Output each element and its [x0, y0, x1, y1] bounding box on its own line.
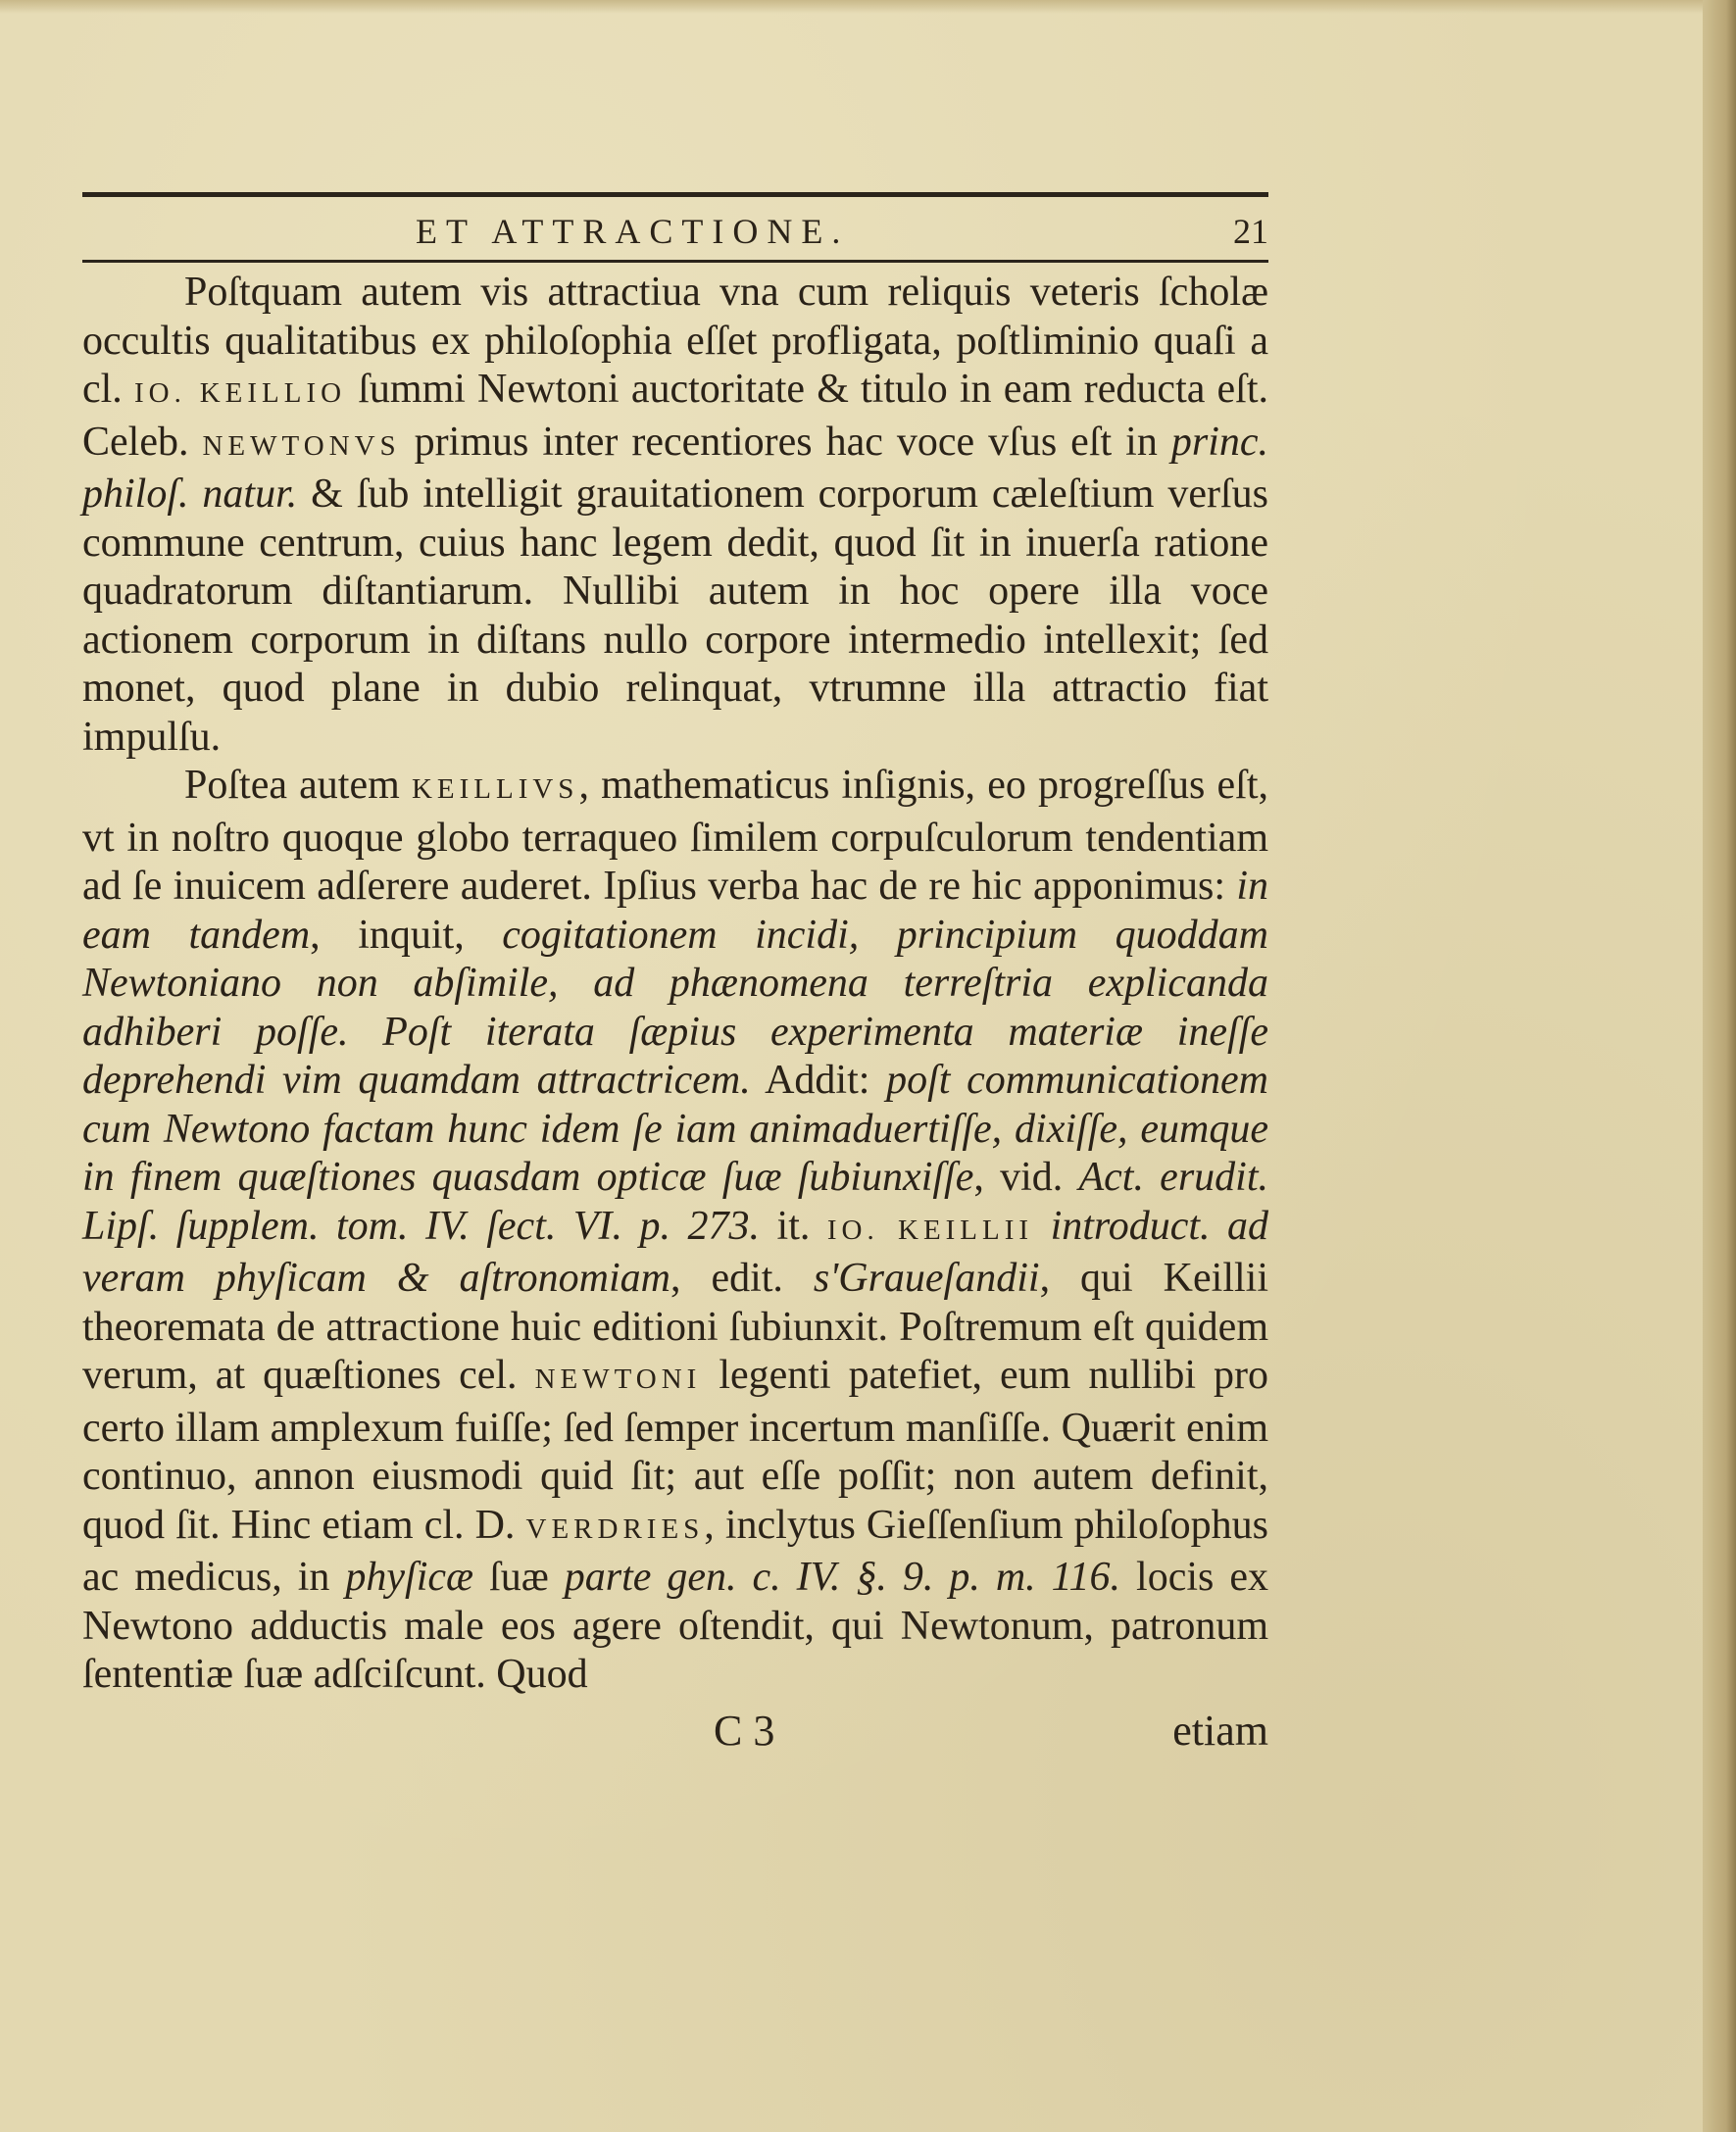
- header-rule-top: [82, 192, 1268, 197]
- text-run: Poſtea autem: [184, 763, 412, 808]
- text-run: Poſtquam autem vis attractiua vna cum reliquis veteris ſcholæ occultis qualitatibus ex philoſophia eſſet profligata, poſtliminio quaſi a cl.: [82, 270, 1268, 412]
- paragraph: [82, 269, 1268, 762]
- small-caps-name: IO. KEILLIO: [133, 377, 347, 409]
- page-top-shadow: [0, 0, 1736, 14]
- italic-run: princ. philoſ. natur.: [82, 419, 1268, 517]
- signature-mark: C 3: [714, 1706, 775, 1755]
- text-run: , vid.: [973, 1155, 1079, 1200]
- running-head-title: ET ATTRACTIONE.: [416, 212, 850, 251]
- italic-run: cogitationem incidi, principium quoddam Newtoniano non abſimile, ad phænomena terreſtria explicanda adhiberi poſſe. Poſt iterata ſæpius experimenta materiæ ineſſe deprehendi vim quamdam attractricem.: [82, 912, 1269, 1103]
- book-page: [82, 192, 1268, 1764]
- text-run: , mathematicus inſignis, eo progreſſus eſt, vt in noſtro quoque globo terraqueo ſimilem corpuſculorum tendentiam ad ſe inuicem adſerere auderet. Ipſius verba hac de re hic apponimus:: [82, 763, 1268, 909]
- text-run: [1033, 1204, 1051, 1249]
- running-head: [82, 211, 1268, 256]
- text-run: ſummi Newtoni auctoritate & titulo in eam reducta eſt. Celeb.: [82, 367, 1269, 465]
- text-run: locis ex Newtono adductis male eos agere oſtendit, qui Newtonum, patronum ſententiæ ſuæ adſciſcunt. Quod: [82, 1555, 1268, 1697]
- italic-run: phyſicæ: [345, 1555, 474, 1600]
- text-run: legenti patefiet, eum nullibi pro certo illam amplexum fuiſſe; ſed ſemper incertum manſiſſe. Quærit enim continuo, annon eiusmodi quid ſit; aut eſſe poſſit; non autem definit, quod ſit. Hinc etiam cl. D.: [82, 1353, 1268, 1548]
- text-run: Addit:: [750, 1058, 887, 1103]
- paragraph: [82, 762, 1268, 1700]
- small-caps-name: NEWTONI: [534, 1363, 702, 1395]
- text-run: , inquit,: [310, 912, 503, 958]
- small-caps-name: VERDRIES: [525, 1512, 705, 1545]
- italic-run: in eam tandem: [82, 864, 1268, 958]
- body-text: [82, 269, 1268, 1700]
- text-run: primus inter recentiores hac voce vſus eſt in: [400, 419, 1171, 465]
- catchword: etiam: [1172, 1706, 1268, 1755]
- small-caps-name: KEILLIVS: [411, 773, 579, 805]
- text-run: , edit.: [670, 1256, 814, 1301]
- page-binding-edge: [1703, 0, 1736, 2132]
- header-rule-bottom: [82, 260, 1268, 263]
- text-run: , qui Keillii theoremata de attractione huic editioni ſubiunxit. Poſtremum eſt quidem verum, at quæſtiones cel.: [82, 1256, 1268, 1398]
- small-caps-name: IO. KEILLII: [826, 1214, 1034, 1246]
- page-number: 21: [1233, 212, 1268, 251]
- italic-run: introduct. ad veram phyſicam & aſtronomiam: [82, 1203, 1269, 1301]
- small-caps-name: NEWTONVS: [202, 429, 401, 462]
- italic-run: s'Graueſandii: [813, 1256, 1040, 1301]
- text-run: & ſub intelligit grauitationem corporum cæleſtium verſus commune centrum, cuius hanc legem dedit, quod ſit in inuerſa ratione quadratorum diſtantiarum. Nullibi autem in hoc opere illa voce actionem corporum in diſtans nullo corpore intermedio intellexit; ſed monet, quod plane in dubio relinquat, vtrumne illa attractio fiat impulſu.: [82, 471, 1268, 760]
- italic-run: poſt communicationem cum Newtono factam hunc idem ſe iam animaduertiſſe, dixiſſe, eumque in finem quæſtiones quasdam opticæ ſuæ ſubiunxiſſe: [82, 1058, 1268, 1200]
- italic-run: parte gen. c. IV. §. 9. p. m. 116.: [564, 1555, 1121, 1600]
- text-run: , inclytus Gieſſenſium philoſophus ac medicus, in: [82, 1502, 1268, 1600]
- page-footer: [82, 1706, 1268, 1764]
- text-run: ſuæ: [473, 1555, 565, 1600]
- italic-run: Act. erudit. Lipſ. ſupplem. tom. IV. ſect. VI. p. 273.: [82, 1155, 1269, 1249]
- text-run: it.: [760, 1203, 827, 1249]
